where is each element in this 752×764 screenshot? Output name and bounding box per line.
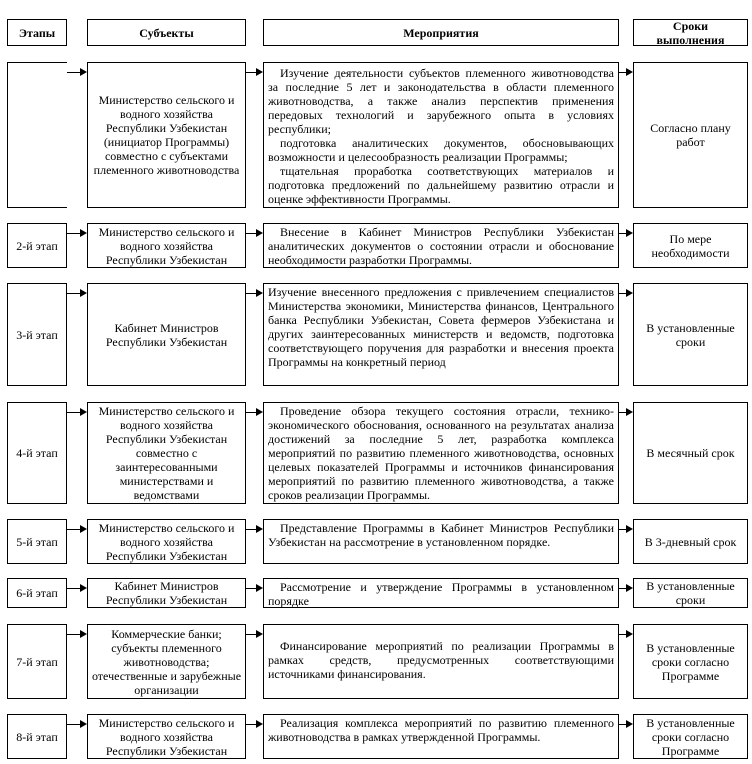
connector-line	[67, 529, 81, 530]
connector-line	[67, 72, 81, 73]
stage-7: 7-й этап	[7, 624, 67, 699]
connector-arrowhead	[80, 408, 87, 416]
activities-1: Изучение деятельности субъектов племенного животноводства за последние 5 лет и законодательства в области племенного животноводства, а также анализ перспектив применения передовых технологий и зарубежного опыта в условиях республики; подготовка аналитических документов, обосновывающих возможности и целесообразность реализации Программы; тщательная проработка соответствующих материалов и подготовка предложений по дальнейшему развитию отрасли и оценке эффективности Программы.	[263, 62, 619, 208]
connector-arrowhead	[626, 289, 633, 297]
term-1: Согласно плану работ	[633, 62, 748, 208]
connector-arrowhead	[256, 408, 263, 416]
connector-line	[67, 233, 81, 234]
connector-arrowhead	[256, 525, 263, 533]
activities-5: Представление Программы в Кабинет Министров Республики Узбекистан на рассмотрение в установленном порядке.	[263, 519, 619, 564]
activities-3: Изучение внесенного предложения с привлечением специалистов Министерства экономики, Министерства финансов, Центрального банка Республики Узбекистан, Совета фермеров Узбекистана и других заинтересованных министерств и ведомств, подготовка соответствующего поручения для разработки и внесения проекта Программы на конкретный период	[263, 283, 619, 386]
connector-arrowhead	[80, 525, 87, 533]
connector-arrowhead	[256, 229, 263, 237]
connector-line	[67, 588, 81, 589]
connector-arrowhead	[256, 720, 263, 728]
term-6: В установленные сроки	[633, 578, 748, 608]
connector-line	[67, 293, 81, 294]
header-activities: Мероприятия	[263, 19, 619, 46]
term-5: В 3-дневный срок	[633, 519, 748, 564]
stage-2: 2-й этап	[7, 223, 67, 268]
connector-arrowhead	[80, 584, 87, 592]
subject-3: Кабинет Министров Республики Узбекистан	[87, 283, 246, 386]
activities-6: Рассмотрение и утверждение Программы в установленном порядке	[263, 578, 619, 608]
header-subjects: Субъекты	[87, 19, 246, 46]
connector-arrowhead	[626, 408, 633, 416]
stage-3: 3-й этап	[7, 283, 67, 386]
connector-arrowhead	[626, 584, 633, 592]
connector-arrowhead	[80, 229, 87, 237]
connector-arrowhead	[256, 630, 263, 638]
stage-6: 6-й этап	[7, 578, 67, 608]
connector-arrowhead	[626, 68, 633, 76]
connector-line	[67, 724, 81, 725]
connector-line	[67, 634, 81, 635]
connector-arrowhead	[80, 630, 87, 638]
term-3: В установленные сроки	[633, 283, 748, 386]
activities-4: Проведение обзора текущего состояния отрасли, технико-экономического обоснования, основанного на результатах анализа достижений за последние 5 лет, разработка комплекса мероприятий по развитию племенного животноводства, основных целевых показателей Программы и источников финансирования мероприятий по развитию племенного животноводства, а также сроков реализации Программы.	[263, 402, 619, 504]
connector-arrowhead	[626, 525, 633, 533]
connector-arrowhead	[626, 229, 633, 237]
term-4: В месячный срок	[633, 402, 748, 504]
header-stages: Этапы	[7, 19, 67, 46]
stage-8: 8-й этап	[7, 714, 67, 759]
connector-arrowhead	[80, 68, 87, 76]
subject-1: Министерство сельского и водного хозяйства Республики Узбекистан (инициатор Программы) совместно с субъектами племенного животноводства	[87, 62, 246, 208]
term-7: В установленные сроки согласно Программе	[633, 624, 748, 699]
subject-7: Коммерческие банки; субъекты племенного животноводства; отечественные и зарубежные организации	[87, 624, 246, 699]
subject-2: Министерство сельского и водного хозяйства Республики Узбекистан	[87, 223, 246, 268]
subject-8: Министерство сельского и водного хозяйства Республики Узбекистан	[87, 714, 246, 759]
term-8: В установленные сроки согласно Программе	[633, 714, 748, 759]
connector-arrowhead	[626, 720, 633, 728]
subject-5: Министерство сельского и водного хозяйства Республики Узбекистан	[87, 519, 246, 564]
stage-1-box	[7, 62, 67, 208]
connector-arrowhead	[256, 584, 263, 592]
connector-line	[67, 412, 81, 413]
connector-arrowhead	[80, 289, 87, 297]
subject-4: Министерство сельского и водного хозяйства Республики Узбекистан совместно с заинтересованными министерствами и ведомствами	[87, 402, 246, 504]
activities-8: Реализация комплекса мероприятий по развитию племенного животноводства в рамках утвержденной Программы.	[263, 714, 619, 759]
stage-4: 4-й этап	[7, 402, 67, 504]
header-terms: Сроки выполнения	[633, 19, 748, 46]
activities-7: Финансирование мероприятий по реализации Программы в рамках средств, предусмотренных соответствующими источниками финансирования.	[263, 624, 619, 699]
stage-5: 5-й этап	[7, 519, 67, 564]
connector-arrowhead	[256, 68, 263, 76]
activities-2: Внесение в Кабинет Министров Республики Узбекистан аналитических документов о состоянии отрасли и обоснование необходимости разработки Программы.	[263, 223, 619, 268]
connector-arrowhead	[256, 289, 263, 297]
connector-arrowhead	[80, 720, 87, 728]
term-2: По мере необходимости	[633, 223, 748, 268]
connector-arrowhead	[626, 630, 633, 638]
subject-6: Кабинет Министров Республики Узбекистан	[87, 578, 246, 608]
